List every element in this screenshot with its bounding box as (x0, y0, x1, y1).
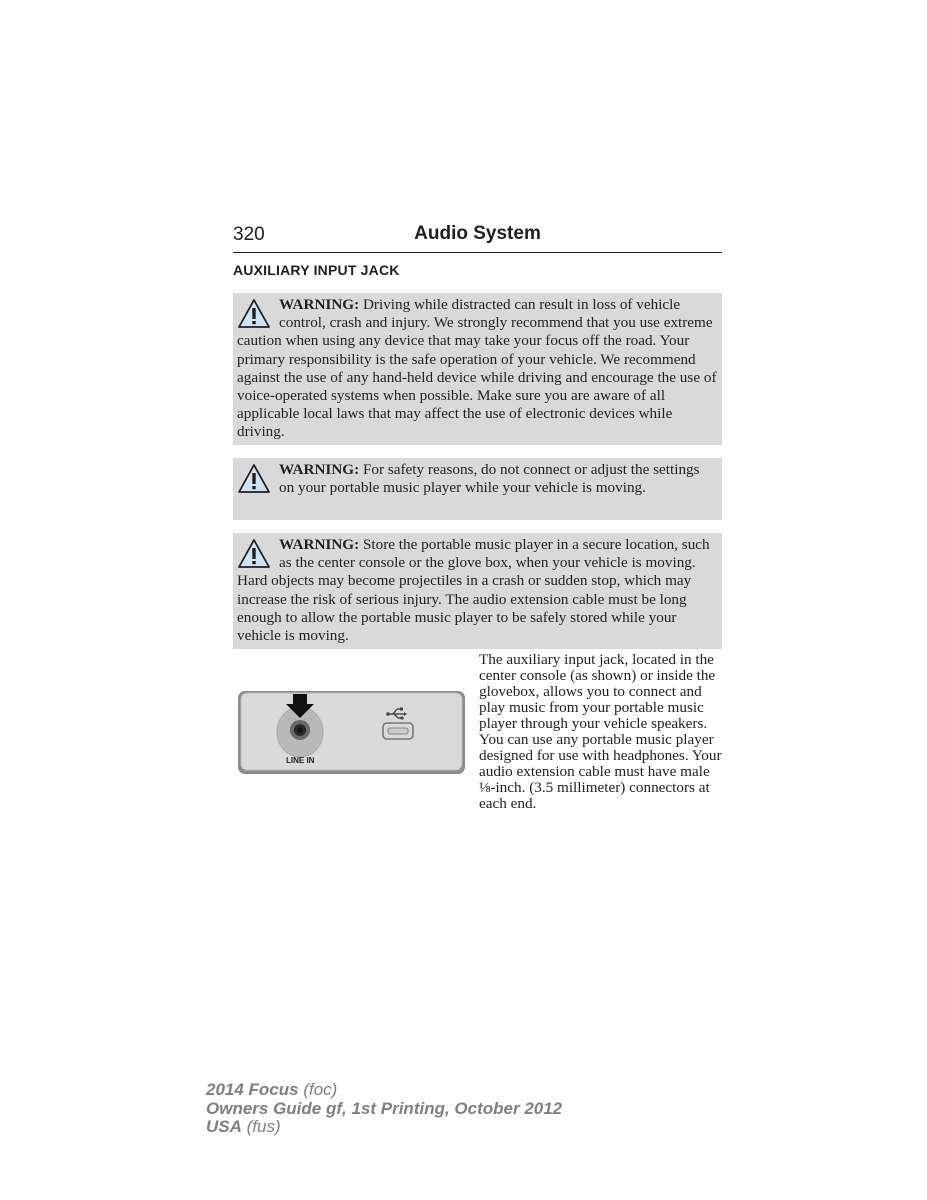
footer-printing: Owners Guide gf, 1st Printing, October 2012 (206, 1098, 563, 1118)
warning-text: Store the portable music player in a secure location, such as the center console or the glove box, when your vehicle is moving. Hard objects may become projectiles in a crash or sudden stop, which may increase the risk of serious injury. The audio extension cable must be long enough to allow the portable music player to be safely stored while your vehicle is moving. (237, 536, 710, 645)
warning-text: Driving while distracted can result in loss of vehicle control, crash and injury. We strongly recommend that you use extreme caution when using any device that may take your focus off the road. Your primary responsibility is the safe operation of your vehicle. We recommend against the use of any hand-held device while driving and encourage the use of voice-operated systems when possible. Make sure you are aware of all applicable local laws that may affect the use of electronic devices while driving. (237, 296, 717, 441)
warning-icon (237, 463, 271, 495)
warning-box-3 (233, 533, 722, 649)
section-heading: AUXILIARY INPUT JACK (233, 262, 400, 278)
footer-model-code: (foc) (298, 1080, 338, 1099)
aux-jack-illustration (236, 688, 468, 778)
footer-market-code: (fus) (241, 1117, 281, 1136)
warning-label: WARNING: (279, 461, 360, 478)
warning-box-1 (233, 293, 722, 445)
warning-box-2 (233, 458, 722, 520)
section-title: Audio System (414, 223, 541, 244)
page-header (233, 222, 722, 253)
footer-model: 2014 Focus (206, 1080, 299, 1099)
footer-line-2 (206, 1100, 562, 1119)
warning-label: WARNING: (279, 536, 360, 553)
console-panel-drawing (236, 688, 468, 778)
warning-icon (237, 538, 271, 570)
warning-icon (237, 298, 271, 330)
footer-market: USA (206, 1117, 242, 1136)
warning-text: For safety reasons, do not connect or adjust the settings on your portable music player while your vehicle is moving. (279, 461, 700, 497)
warning-label: WARNING: (279, 296, 360, 313)
page-footer (206, 1081, 562, 1137)
footer-line-3 (206, 1118, 562, 1137)
line-in-label: LINE IN (286, 756, 315, 765)
body-paragraph: The auxiliary input jack, located in the center console (as shown) or inside the glovebox, allows you to connect and play music from your portable music player through your vehicle speakers. You can use any portable music player designed for use with headphones. Your audio extension cable must have male ⅛-inch. (3.5 millimeter) connectors at each end. (479, 651, 722, 812)
footer-line-1 (206, 1081, 562, 1100)
page-number: 320 (233, 224, 265, 245)
